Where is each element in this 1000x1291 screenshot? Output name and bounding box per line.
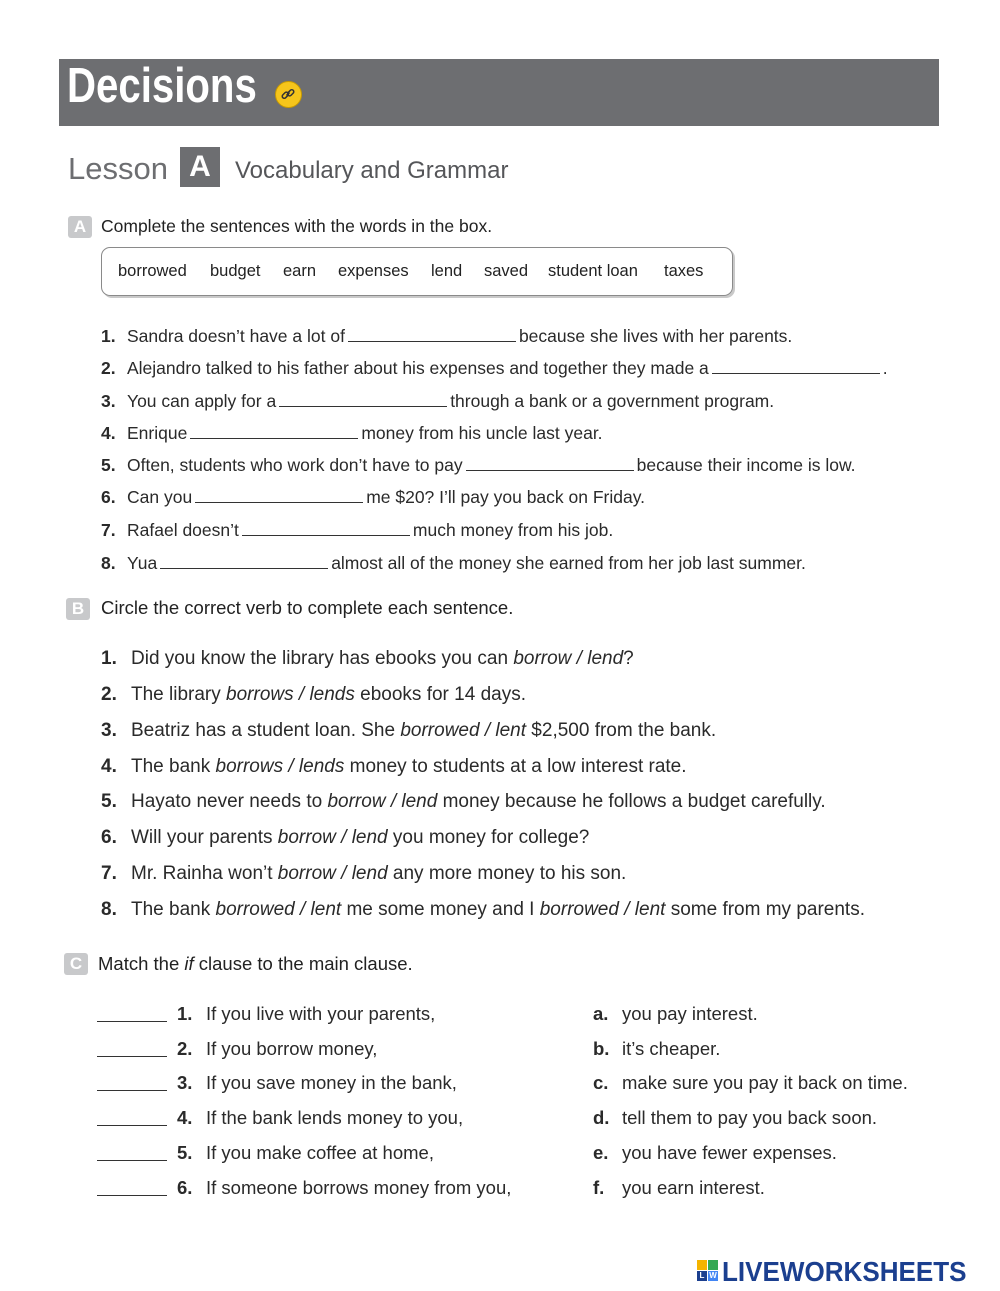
section-c-badge: C xyxy=(64,953,88,975)
section-a-badge: A xyxy=(68,216,92,238)
word-box-item: expenses xyxy=(338,262,409,280)
word-box-item: saved xyxy=(484,262,529,280)
exercise-a-item: 6. Can you me $20? I’ll pay you back on Friday. xyxy=(101,487,646,507)
word-box-item: borrowed xyxy=(118,262,187,280)
main-clause: c. make sure you pay it back on time. xyxy=(593,1072,908,1093)
if-clause: 5. If you make coffee at home, xyxy=(177,1142,434,1163)
exercise-b-item: 4. The bank borrows / lends money to students at a low interest rate. xyxy=(101,756,687,777)
answer-blank[interactable] xyxy=(190,437,358,439)
answer-blank[interactable] xyxy=(348,340,516,342)
main-clause: a. you pay interest. xyxy=(593,1003,758,1024)
match-answer-blank[interactable] xyxy=(97,1021,167,1022)
answer-blank[interactable] xyxy=(195,501,363,503)
main-clause: f. you earn interest. xyxy=(593,1177,765,1198)
verb-choice[interactable]: borrowed / lent xyxy=(539,899,666,920)
exercise-b-item: 7. Mr. Rainha won’t borrow / lend any more money to his son. xyxy=(101,863,627,884)
word-box-item: earn xyxy=(283,262,317,280)
match-answer-blank[interactable] xyxy=(97,1195,167,1196)
verb-choice[interactable]: borrowed / lent xyxy=(400,720,527,741)
title-bar xyxy=(59,59,939,126)
page-title: Decisions xyxy=(67,59,257,113)
answer-blank[interactable] xyxy=(712,372,880,374)
if-clause: 4. If the bank lends money to you, xyxy=(177,1107,464,1128)
section-b-instruction: Circle the correct verb to complete each sentence. xyxy=(101,597,514,618)
exercise-a-item: 7. Rafael doesn’t much money from his job. xyxy=(101,520,614,540)
main-clause: d. tell them to pay you back soon. xyxy=(593,1107,878,1128)
exercise-a-item: 1. Sandra doesn’t have a lot of because she lives with her parents. xyxy=(101,326,793,346)
verb-choice[interactable]: borrow / lend xyxy=(277,863,388,884)
if-clause: 6. If someone borrows money from you, xyxy=(177,1177,512,1198)
exercise-a-item: 8. Yua almost all of the money she earned from her job last summer. xyxy=(101,553,806,573)
liveworksheets-logo-icon: L W xyxy=(697,1260,719,1282)
exercise-a-item: 5. Often, students who work don’t have to pay because their income is low. xyxy=(101,455,856,475)
word-box-item: student loan xyxy=(548,262,638,280)
exercise-a-item: 4. Enrique money from his uncle last year. xyxy=(101,423,603,443)
answer-blank[interactable] xyxy=(279,405,447,407)
word-box-item: lend xyxy=(431,262,463,280)
verb-choice[interactable]: borrows / lends xyxy=(215,756,345,777)
exercise-b-item: 3. Beatriz has a student loan. She borrowed / lent $2,500 from the bank. xyxy=(101,720,717,741)
if-clause: 2. If you borrow money, xyxy=(177,1038,378,1059)
main-clause: e. you have fewer expenses. xyxy=(593,1142,837,1163)
word-box-item: taxes xyxy=(664,262,704,280)
match-answer-blank[interactable] xyxy=(97,1056,167,1057)
if-clause: 1. If you live with your parents, xyxy=(177,1003,436,1024)
exercise-a-item: 3. You can apply for a through a bank or a government program. xyxy=(101,391,775,411)
section-b-badge: B xyxy=(66,598,90,620)
lesson-letter: A xyxy=(180,147,220,187)
exercise-b-item: 5. Hayato never needs to borrow / lend money because he follows a budget carefully. xyxy=(101,791,826,812)
answer-blank[interactable] xyxy=(242,534,410,536)
match-answer-blank[interactable] xyxy=(97,1125,167,1126)
lesson-subtitle: Vocabulary and Grammar xyxy=(235,157,509,184)
exercise-b-item: 1. Did you know the library has ebooks you can borrow / lend? xyxy=(101,648,634,669)
word-box-item: budget xyxy=(210,262,261,280)
verb-choice[interactable]: borrow / lend xyxy=(277,827,388,848)
if-clause: 3. If you save money in the bank, xyxy=(177,1072,457,1093)
section-c-instruction: Match the if clause to the main clause. xyxy=(98,953,413,974)
verb-choice[interactable]: borrow / lend xyxy=(513,648,624,669)
match-answer-blank[interactable] xyxy=(97,1160,167,1161)
verb-choice[interactable]: borrowed / lent xyxy=(215,899,342,920)
answer-blank[interactable] xyxy=(160,567,328,569)
answer-blank[interactable] xyxy=(466,469,634,471)
section-a-instruction: Complete the sentences with the words in the box. xyxy=(101,216,493,236)
exercise-b-item: 2. The library borrows / lends ebooks for 14 days. xyxy=(101,684,526,705)
link-icon[interactable] xyxy=(275,81,302,108)
exercise-b-item: 6. Will your parents borrow / lend you money for college? xyxy=(101,827,590,848)
exercise-a-item: 2. Alejandro talked to his father about his expenses and together they made a . xyxy=(101,358,888,378)
logo-text: LIVEWORKSHEETS xyxy=(722,1256,967,1287)
lesson-word: Lesson xyxy=(68,151,168,186)
match-answer-blank[interactable] xyxy=(97,1090,167,1091)
main-clause: b. it’s cheaper. xyxy=(593,1038,721,1059)
word-box xyxy=(101,247,733,296)
verb-choice[interactable]: borrows / lends xyxy=(226,684,355,705)
verb-choice[interactable]: borrow / lend xyxy=(327,791,438,812)
exercise-b-item: 8. The bank borrowed / lent me some money and I borrowed / lent some from my parents. xyxy=(101,899,865,920)
